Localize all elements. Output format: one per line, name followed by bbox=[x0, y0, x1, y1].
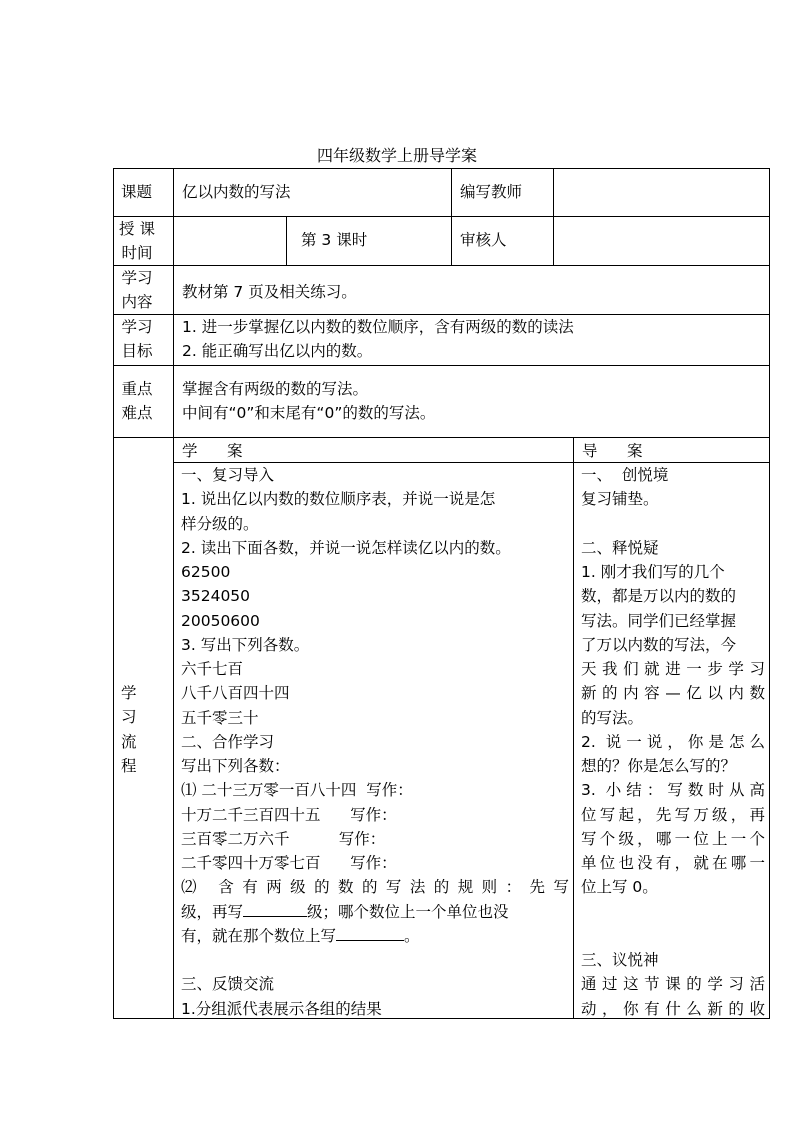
reviewer-label: 审核人 bbox=[460, 231, 507, 249]
author-label: 编写教师 bbox=[460, 183, 523, 201]
study-line: 十万二千三百四十五 写作： bbox=[181, 805, 397, 824]
lesson-number: 第 3 课时 bbox=[301, 231, 368, 249]
goal-label-line1: 学习 bbox=[121, 318, 153, 336]
guide-line: 一、 创悦境 bbox=[581, 466, 669, 484]
study-line: 一、复习导入 bbox=[181, 466, 275, 484]
guide-line: 3. 小结：写数时从高 bbox=[581, 781, 765, 800]
guide-line: 1. 刚才我们写的几个 bbox=[581, 563, 725, 581]
goal-item-1: 1. 进一步掌握亿以内数的数位顺序，含有两级的数的读法 bbox=[182, 318, 574, 336]
study-line: ⑵ 含有两级的数的写法的规则：先写 bbox=[181, 878, 569, 897]
guide-line: 位写起，先写万级，再 bbox=[581, 805, 765, 824]
study-line: 1. 说出亿以内数的数位顺序表，并说一说是怎 bbox=[181, 490, 496, 509]
guide-line: 三、议悦神 bbox=[581, 951, 659, 969]
guide-column-header: 导 案 bbox=[582, 442, 643, 460]
guide-line: 写个级，哪一位上一个 bbox=[581, 829, 765, 848]
content-label-line2: 内容 bbox=[121, 293, 153, 311]
goal-item-2: 2. 能正确写出亿以内的数。 bbox=[182, 342, 373, 360]
goal-label bbox=[115, 315, 159, 363]
guide-line: 想的？你是怎么写的？ bbox=[581, 757, 737, 775]
study-line: 2. 读出下面各数，并说一说怎样读亿以内的数。 bbox=[181, 538, 511, 557]
topic-label: 课题 bbox=[121, 183, 153, 201]
blank-underline bbox=[243, 902, 307, 917]
flow-label bbox=[121, 681, 137, 778]
guide-line: 写法。同学们已经掌握 bbox=[581, 611, 737, 630]
page-title: 四年级数学上册导学案 bbox=[316, 146, 477, 165]
time-label-line1: 授 课 bbox=[119, 220, 155, 238]
guide-line: 单位也没有，就在哪一 bbox=[581, 854, 765, 872]
study-line-text: 有，就在那个数位上写 bbox=[181, 926, 337, 945]
guide-line: 通过这节课的学习活 bbox=[581, 975, 765, 994]
study-line: 3524050 bbox=[181, 587, 251, 606]
topic-value: 亿以内数的写法 bbox=[182, 183, 291, 201]
study-line: 三百零二万六千 写作： bbox=[181, 829, 386, 848]
study-line: 二千零四十万零七百 写作： bbox=[181, 854, 397, 872]
blank-underline bbox=[336, 926, 404, 941]
study-line-text: 。 bbox=[404, 926, 420, 945]
study-line: 20050600 bbox=[181, 611, 260, 630]
study-line-fill-blank bbox=[181, 924, 569, 948]
key-point-1: 掌握含有两级的数的写法。 bbox=[182, 380, 369, 398]
study-line-text: 级；哪个数位上一个单位也没 bbox=[307, 902, 509, 921]
study-line bbox=[181, 948, 569, 972]
study-column bbox=[181, 463, 569, 1021]
goal-label-line2: 目标 bbox=[121, 342, 153, 360]
content-value: 教材第 7 页及相关练习。 bbox=[182, 283, 357, 301]
study-line: 六千七百 bbox=[181, 660, 244, 678]
study-line: 1.分组派代表展示各组的结果 bbox=[181, 999, 382, 1018]
guide-line: 动，你有什么新的收 bbox=[581, 999, 765, 1018]
flow-label-char: 程 bbox=[121, 756, 137, 775]
study-line: 八千八百四十四 bbox=[181, 684, 290, 703]
guide-line: 数，都是万以内的数的 bbox=[581, 587, 737, 606]
guide-line: 新的内容—亿以内数 bbox=[581, 684, 765, 703]
study-column-header: 学 案 bbox=[182, 442, 243, 460]
study-line: 3. 写出下列各数。 bbox=[181, 635, 310, 654]
content-label-line1: 学习 bbox=[121, 269, 153, 287]
guide-column bbox=[581, 463, 765, 1021]
guide-line bbox=[581, 512, 765, 536]
flow-label-char: 习 bbox=[121, 708, 137, 727]
guide-line: 了万以内数的写法，今 bbox=[581, 635, 737, 654]
study-line: 62500 bbox=[181, 563, 231, 581]
guide-line bbox=[581, 900, 765, 924]
key-point-2: 中间有“0”和末尾有“0”的数的写法。 bbox=[182, 404, 436, 422]
guide-line: 二、释悦疑 bbox=[581, 538, 659, 557]
key-label-line2: 难点 bbox=[121, 404, 153, 422]
guide-line bbox=[581, 924, 765, 948]
study-line-fill-blank bbox=[181, 900, 569, 924]
key-label-line1: 重点 bbox=[121, 380, 153, 398]
study-line: ⑴ 二十三万零一百八十四 写作： bbox=[181, 781, 413, 800]
flow-label-char: 流 bbox=[121, 732, 137, 751]
study-line: 三、反馈交流 bbox=[181, 975, 275, 994]
guide-line: 天我们就进一步学习 bbox=[581, 660, 765, 678]
study-line: 五千零三十 bbox=[181, 708, 259, 727]
guide-line: 的写法。 bbox=[581, 708, 644, 727]
time-label bbox=[115, 217, 159, 265]
guide-line: 复习铺垫。 bbox=[581, 490, 659, 509]
time-label-line2: 时间 bbox=[121, 244, 153, 262]
study-line: 样分级的。 bbox=[181, 514, 259, 533]
flow-label-char: 学 bbox=[121, 684, 137, 702]
key-label bbox=[115, 377, 159, 425]
content-label bbox=[115, 266, 159, 314]
guide-line: 位上写 0。 bbox=[581, 878, 658, 897]
study-line-text: 级，再写 bbox=[181, 902, 244, 921]
study-line: 写出下列各数： bbox=[181, 757, 290, 775]
study-line: 二、合作学习 bbox=[181, 732, 275, 751]
guide-line: 2. 说一说，你是怎么 bbox=[581, 732, 765, 751]
